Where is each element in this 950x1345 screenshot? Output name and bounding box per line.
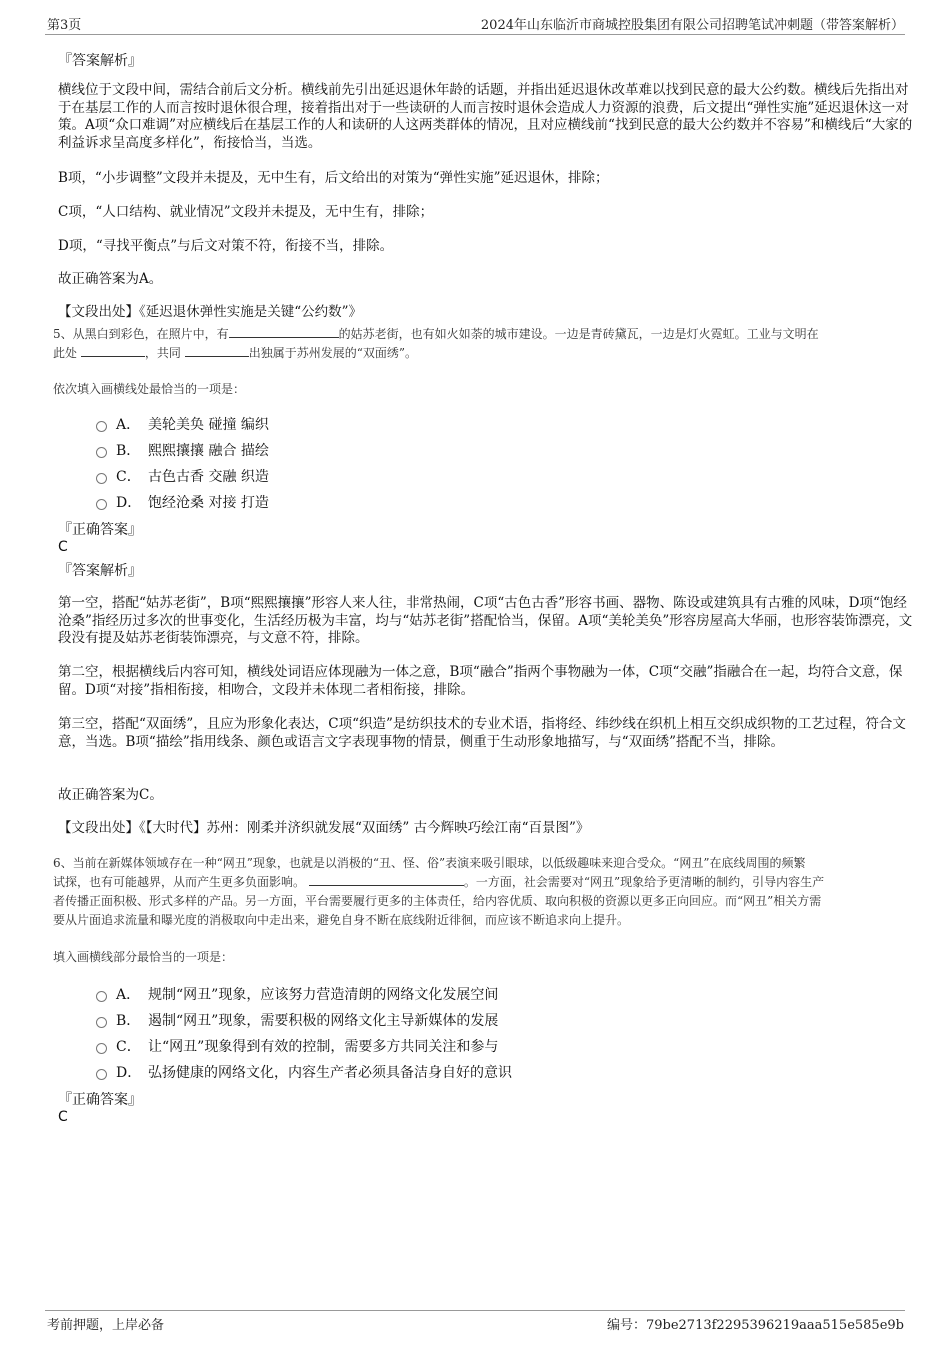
q5-blank-3 bbox=[185, 344, 249, 357]
footer-slogan: 考前押题，上岸必备 bbox=[47, 1318, 165, 1333]
radio-icon[interactable] bbox=[96, 1043, 107, 1054]
footer-rule bbox=[45, 1310, 905, 1311]
q4-analysis-para1: 横线位于文段中间，需结合前后文分析。横线前先引出延迟退休年龄的话题，并指出延迟退休改革难以找到民意的最大公约数。横线后先指出对于在基层工作的人而言按时退休很合理，接着指出对于一些读研的人而言按时退休会造成人力资源的浪费，后文提出“弹性实施”延迟退休这一对策。A项“众口难调”对应横线后在基层工作的人和读研的人这两类群体的情况，且对应横线前“找到民意的最大公约数并不容易”和横线后“大家的利益诉求呈高度多样化”，衔接恰当，当选。 bbox=[58, 82, 913, 151]
q6-correct-label: 『正确答案』 bbox=[58, 1092, 142, 1108]
q4-conclusion: 故正确答案为A。 bbox=[58, 271, 163, 287]
q4-analysis-para3: C项，“人口结构、就业情况”文段并未提及，无中生有，排除； bbox=[58, 204, 434, 220]
q5-analysis-para1: 第一空，搭配“姑苏老街”，B项“熙熙攘攘”形容人来人往，非常热闹，C项“古色古香”形容书画、器物、陈设或建筑具有古雅的风味，D项“饱经沧桑”指经历过多次的世事变化，生活经历极为丰富，均与“姑苏老街”搭配恰当，保留。A项“美轮美奂”形容房屋高大华丽，也形容装饰漂亮，文段没有提及姑苏老街装饰漂亮，与文意不符，排除。 bbox=[58, 595, 913, 646]
q4-analysis-para4: D项，“寻找平衡点”与后文对策不符，衔接不当，排除。 bbox=[58, 238, 394, 254]
radio-icon[interactable] bbox=[96, 421, 107, 432]
q6-option-d[interactable]: D． 弘扬健康的网络文化，内容生产者必须具备洁身自好的意识 bbox=[96, 1062, 512, 1082]
radio-icon[interactable] bbox=[96, 499, 107, 510]
q6-instruction: 填入画横线部分最恰当的一项是： bbox=[53, 950, 234, 964]
q5-analysis-para2: 第二空，根据横线后内容可知，横线处词语应体现融为一体之意，B项“融合”指两个事物融为一体，C项“交融”指融合在一起，均符合文意，保留。D项“对接”指相衔接，相吻合，文段并未体现二者相衔接，排除。 bbox=[58, 664, 903, 698]
q5-analysis-para3: 第三空，搭配“双面绣”，且应为形象化表达，C项“织造”是纺织技术的专业术语，指将经、纬纱线在织机上相互交织成织物的工艺过程，符合文意，当选。B项“描绘”指用线条、颜色或语言文字表现事物的情景，侧重于生动形象地描写，与“双面绣”搭配不当，排除。 bbox=[58, 716, 906, 750]
q4-analysis-label: 『答案解析』 bbox=[58, 53, 142, 69]
q5-correct-label: 『正确答案』 bbox=[58, 522, 142, 538]
q5-conclusion: 故正确答案为C。 bbox=[58, 787, 163, 803]
q5-analysis-label: 『答案解析』 bbox=[58, 563, 142, 579]
q5-option-c[interactable]: C． 古色古香 交融 织造 bbox=[96, 466, 269, 486]
q6-correct-answer: C bbox=[58, 1109, 68, 1125]
radio-icon[interactable] bbox=[96, 1017, 107, 1028]
q6-option-a[interactable]: A． 规制“网丑”现象，应该努力营造清朗的网络文化发展空间 bbox=[96, 984, 498, 1004]
radio-icon[interactable] bbox=[96, 447, 107, 458]
radio-icon[interactable] bbox=[96, 1069, 107, 1080]
q4-source: 【文段出处】《延迟退休弹性实施是关键“公约数”》 bbox=[58, 304, 363, 320]
q5-option-b[interactable]: B． 熙熙攘攘 融合 描绘 bbox=[96, 440, 269, 460]
q4-analysis-para2: B项，“小步调整”文段并未提及，无中生有，后文给出的对策为“弹性实施”延迟退休，排除； bbox=[58, 170, 609, 186]
q5-option-d[interactable]: D． 饱经沧桑 对接 打造 bbox=[96, 492, 269, 512]
footer-serial: 编号：79be2713f2295396219aaa515e585e9b bbox=[606, 1318, 904, 1333]
radio-icon[interactable] bbox=[96, 991, 107, 1002]
q6-blank bbox=[309, 873, 464, 886]
q5-instruction: 依次填入画横线处最恰当的一项是： bbox=[53, 382, 246, 396]
q5-blank-1 bbox=[229, 325, 339, 338]
q6-option-c[interactable]: C． 让“网丑”现象得到有效的控制，需要多方共同关注和参与 bbox=[96, 1036, 498, 1056]
q5-blank-2 bbox=[81, 344, 145, 357]
q5-correct-answer: C bbox=[58, 539, 68, 555]
q6-option-b[interactable]: B． 遏制“网丑”现象，需要积极的网络文化主导新媒体的发展 bbox=[96, 1010, 498, 1030]
q5-source: 【文段出处】《【大时代】苏州：刚柔并济织就发展“双面绣” 古今辉映巧绘江南“百景图”》 bbox=[58, 820, 590, 836]
document-title: 2024年山东临沂市商城控股集团有限公司招聘笔试冲刺题（带答案解析） bbox=[480, 18, 904, 33]
q5-stem: 5、从黑白到彩色，在照片中，有 的姑苏老街，也有如火如荼的城市建设。一边是青砖黛瓦，一边是灯火霓虹。工业与文明在 此处 ，共同 出独属于苏州发展的“双面绣”。 bbox=[53, 327, 819, 360]
radio-icon[interactable] bbox=[96, 473, 107, 484]
header-rule bbox=[45, 34, 905, 35]
q6-stem: 6、当前在新媒体领域存在一种“网丑”现象，也就是以消极的“丑、怪、俗”表演来吸引眼球，以低级趣味来迎合受众。“网丑”在底线周围的频繁 试探，也有可能越界，从而产生更多负面影响。 。一方面，社会需要对“网丑”现象给予更清晰的制约，引导内容生产 者传播正面积极、形式多样的产品。另一方面，平台需要履行更多的主体责任，给内容优质、取向积极的资源以更多正向回应。而“网丑”相关方需 要从片面追求流量和曝光度的消极取向中走出来，避免自身不断在底线附近徘徊，而应该不断追求向上提升。 bbox=[53, 856, 825, 927]
page-number: 第3页 bbox=[47, 18, 82, 33]
q5-option-a[interactable]: A． 美轮美奂 碰撞 编织 bbox=[96, 414, 269, 434]
